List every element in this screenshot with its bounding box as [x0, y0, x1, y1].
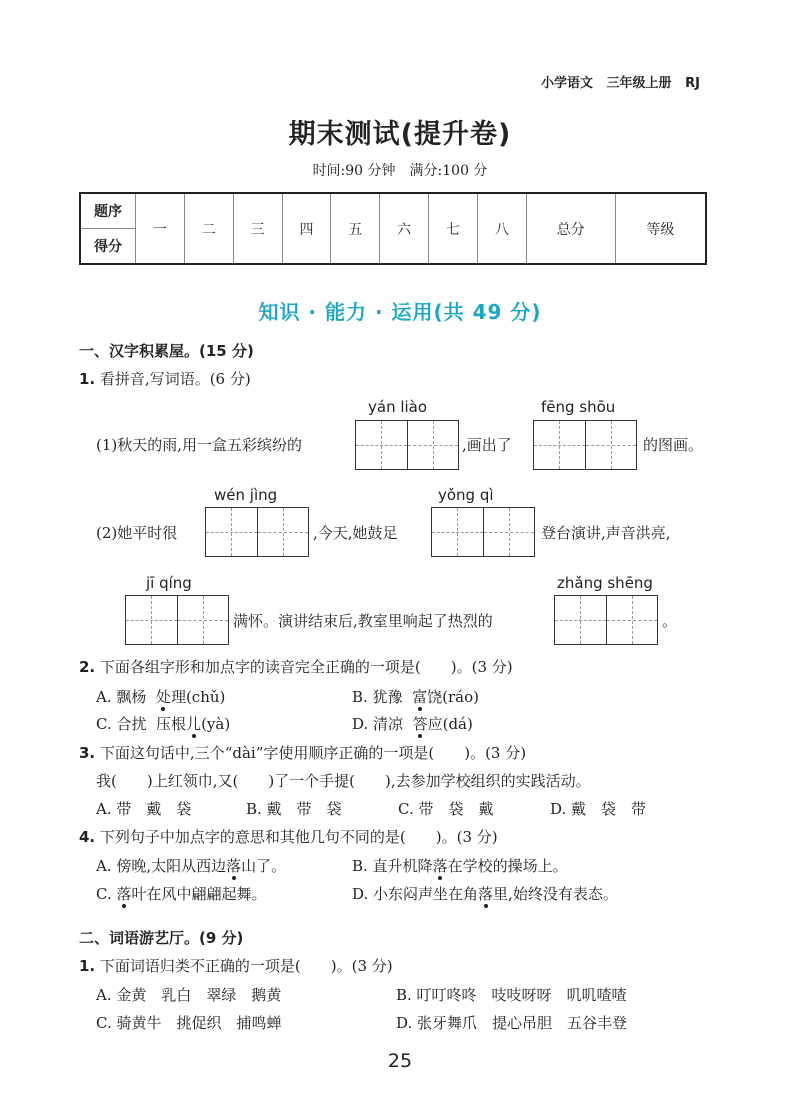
option-text: 在学校的操场上。: [447, 857, 568, 875]
part1-heading: 一、汉字积累屋。(15 分): [79, 342, 254, 360]
question-number: 1.: [79, 957, 96, 975]
dotted-char: 落: [226, 857, 242, 875]
score-table: [79, 192, 707, 265]
answer-grid-wenjing[interactable]: [205, 507, 309, 557]
pinyin-jiqing: jī qíng: [146, 574, 192, 592]
q1-line1-text-a: (1)秋天的雨,用一盒五彩缤纷的: [96, 436, 303, 454]
pinyin-yanliao: yán liào: [368, 398, 428, 416]
score-table-row-order: [80, 193, 706, 229]
score-col: 五: [331, 193, 380, 264]
score-col: 等级: [615, 193, 706, 264]
section-title: 知识 · 能力 · 运用(共 49 分): [258, 300, 542, 324]
question-1-1: [79, 368, 251, 389]
pinyin-yongqi: yǒng qì: [438, 486, 494, 504]
option-text: 叶在风中翩翩起舞。: [131, 885, 267, 903]
q4-option-a[interactable]: [96, 855, 286, 876]
option-text: C.: [96, 885, 117, 903]
q4-option-c[interactable]: [96, 883, 267, 904]
q2-option-d[interactable]: [352, 713, 473, 734]
question-text: 下列句子中加点字的意思和其他几句不同的是( )。(3 分): [99, 828, 498, 846]
row-label-order: 题序: [80, 193, 136, 229]
option-word: 压根: [156, 715, 187, 733]
question-number: 1.: [79, 370, 96, 388]
option-word: (yà): [201, 715, 231, 733]
question-1-4: [79, 826, 498, 847]
pinyin-zhangsheng: zhǎng shēng: [557, 574, 653, 592]
question-1-3: [79, 742, 526, 763]
option-text: B. 直升机降: [352, 857, 433, 875]
p2q1-option-d[interactable]: D. 张牙舞爪 提心吊胆 五谷丰登: [396, 1014, 628, 1032]
header-edition: RJ: [685, 76, 700, 91]
q1-line2-text-b: ,今天,她鼓足: [313, 524, 398, 542]
dotted-char: 儿: [186, 715, 202, 733]
dotted-char: 落: [116, 885, 132, 903]
question-number: 4.: [79, 828, 96, 846]
score-col: 七: [429, 193, 478, 264]
page-number: 25: [387, 1050, 413, 1072]
q1-line1-text-b: ,画出了: [462, 436, 512, 454]
q1-line2-text-a: (2)她平时很: [96, 524, 178, 542]
score-col: 总分: [526, 193, 615, 264]
header-grade: 三年级上册: [606, 76, 672, 91]
dotted-char: 落: [432, 857, 448, 875]
question-text: 下面各组字形和加点字的读音完全正确的一项是( )。(3 分): [99, 658, 513, 676]
pinyin-fengshou: fēng shōu: [541, 398, 616, 416]
score-col: 三: [233, 193, 282, 264]
q2-option-a[interactable]: [96, 686, 225, 707]
question-text: 看拼音,写词语。(6 分): [99, 370, 251, 388]
answer-grid-zhangsheng[interactable]: [554, 595, 658, 645]
score-col: 四: [282, 193, 331, 264]
question-text: 下面词语归类不正确的一项是( )。(3 分): [99, 957, 393, 975]
header-subject: 小学语文: [540, 76, 593, 91]
score-col: 八: [477, 193, 526, 264]
option-label: C. 合扰: [96, 715, 147, 733]
question-1-2: [79, 656, 513, 677]
option-text: 里,始终没有表态。: [493, 885, 618, 903]
question-number: 3.: [79, 744, 96, 762]
q3-option-c[interactable]: C. 带 袋 戴: [398, 800, 494, 818]
answer-grid-yongqi[interactable]: [431, 507, 535, 557]
p2q1-option-c[interactable]: C. 骑黄牛 挑促织 捕鸣蝉: [96, 1014, 282, 1032]
question-2-1: [79, 955, 393, 976]
option-word: 理(chǔ): [170, 688, 226, 706]
running-header: [541, 72, 700, 91]
q2-option-b[interactable]: [352, 686, 479, 707]
row-label-score: 得分: [80, 229, 136, 265]
dotted-char: 富: [412, 688, 428, 706]
q3-sentence: 我( )上红领巾,又( )了一个手提( ),去参加学校组织的实践活动。: [96, 772, 591, 790]
score-col: 六: [380, 193, 429, 264]
option-label: B. 犹豫: [352, 688, 403, 706]
q1-line3-text-b: 。: [662, 612, 678, 630]
q2-option-c[interactable]: [96, 713, 230, 734]
answer-grid-fengshou[interactable]: [533, 420, 637, 470]
q1-line2-text-c: 登台演讲,声音洪亮,: [541, 524, 671, 542]
q4-option-d[interactable]: [352, 883, 618, 904]
question-text: 下面这句话中,三个“dài”字使用顺序正确的一项是( )。(3 分): [99, 744, 527, 762]
score-col: 二: [184, 193, 233, 264]
q1-line3-text-a: 满怀。演讲结束后,教室里响起了热烈的: [233, 612, 493, 630]
p2q1-option-a[interactable]: A. 金黄 乳白 翠绿 鹅黄: [96, 986, 282, 1004]
option-text: A. 傍晚,太阳从西边: [96, 857, 227, 875]
part2-heading: 二、词语游艺厅。(9 分): [79, 929, 244, 947]
q3-option-a[interactable]: A. 带 戴 袋: [96, 800, 192, 818]
score-col: 一: [136, 193, 185, 264]
option-label: D. 清凉: [352, 715, 404, 733]
option-word: 饶(ráo): [427, 688, 479, 706]
option-text: D. 小东闷声坐在角: [352, 885, 479, 903]
option-label: A. 飘杨: [96, 688, 147, 706]
q1-line1-text-c: 的图画。: [643, 436, 704, 454]
exam-time-info: 时间:90 分钟 满分:100 分: [312, 163, 488, 179]
q3-option-b[interactable]: B. 戴 带 袋: [246, 800, 342, 818]
dotted-char: 答: [412, 715, 428, 733]
dotted-char: 处: [155, 688, 171, 706]
q4-option-b[interactable]: [352, 855, 568, 876]
dotted-char: 落: [478, 885, 494, 903]
question-number: 2.: [79, 658, 96, 676]
option-text: 山了。: [241, 857, 287, 875]
pinyin-wenjing: wén jìng: [214, 486, 278, 504]
page-title: 期末测试(提升卷): [288, 119, 512, 150]
answer-grid-yanliao[interactable]: [355, 420, 459, 470]
q3-option-d[interactable]: D. 戴 袋 带: [550, 800, 647, 818]
p2q1-option-b[interactable]: B. 叮叮咚咚 吱吱呀呀 叽叽喳喳: [396, 986, 627, 1004]
option-word: 应(dá): [427, 715, 473, 733]
answer-grid-jiqing[interactable]: [125, 595, 229, 645]
